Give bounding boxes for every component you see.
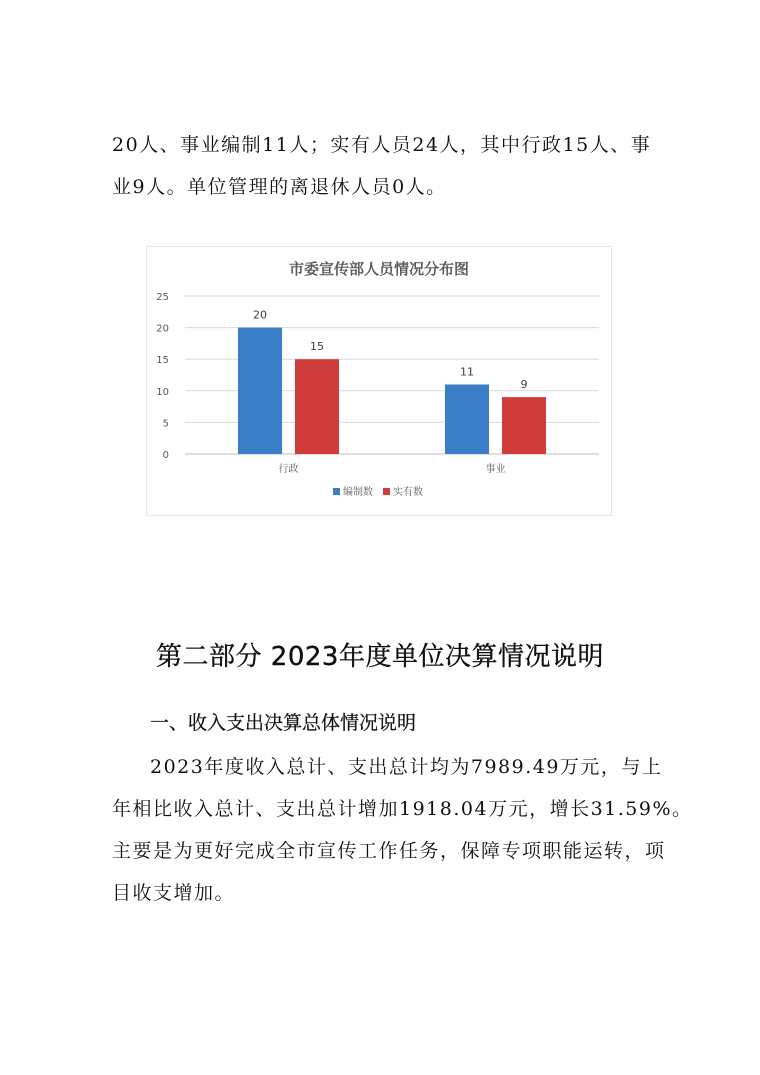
y-tick-label: 0: [162, 450, 169, 461]
bar-实有数: [502, 397, 546, 454]
legend-swatch: [383, 488, 390, 495]
section-title: 第二部分 2023年度单位决算情况说明: [156, 642, 604, 672]
intro-paragraph-line-2: 业9人。单位管理的离退休人员0人。: [112, 176, 447, 198]
y-tick-label: 5: [162, 418, 169, 430]
staff-distribution-chart: [146, 246, 612, 516]
chart-canvas: [147, 247, 611, 515]
legend-swatch: [333, 488, 340, 495]
x-category-label: 行政: [278, 464, 299, 475]
legend-label: 实有数: [393, 487, 423, 498]
data-label: 9: [520, 378, 528, 392]
y-tick-label: 10: [156, 386, 169, 398]
chart-title: 市委宣传部人员情况分布图: [288, 260, 470, 278]
body-paragraph-line-2: 年相比收入总计、支出总计增加1918.04万元，增长31.59%。: [112, 798, 693, 820]
body-paragraph-line-4: 目收支增加。: [112, 882, 236, 904]
bar-编制数: [445, 384, 489, 454]
subsection-title: 一、收入支出决算总体情况说明: [150, 712, 417, 734]
y-tick-label: 25: [156, 292, 169, 303]
body-paragraph-line-3: 主要是为更好完成全市宣传工作任务，保障专项职能运转，项: [112, 840, 666, 862]
data-label: 15: [310, 340, 324, 354]
intro-paragraph-line-1: 20人、事业编制11人；实有人员24人，其中行政15人、事: [112, 134, 652, 156]
data-label: 11: [460, 365, 474, 379]
body-paragraph-line-1: 2023年度收入总计、支出总计均为7989.49万元，与上: [150, 756, 663, 778]
x-category-label: 事业: [485, 464, 506, 475]
bar-实有数: [295, 359, 339, 454]
data-label: 20: [253, 308, 267, 322]
legend-label: 编制数: [343, 487, 373, 498]
bar-编制数: [238, 328, 282, 454]
y-tick-label: 20: [156, 323, 169, 335]
y-tick-label: 15: [156, 355, 169, 367]
